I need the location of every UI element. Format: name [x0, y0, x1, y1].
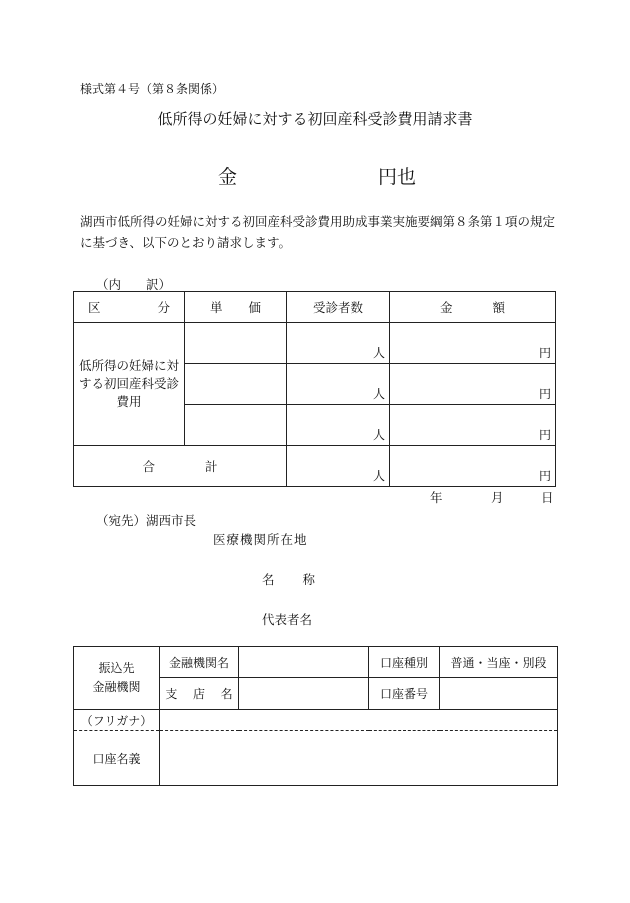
total-amount-input[interactable] [390, 446, 556, 487]
category-cell: 低所得の妊婦に対する初回産科受診費用 [74, 323, 185, 446]
header-unit-price-b: 価 [248, 300, 262, 315]
transfer-label-2: 金融機関 [92, 680, 141, 694]
addressee: （宛先）湖西市長 [96, 513, 197, 528]
yen-unit: 円 [538, 428, 551, 442]
amount-suffix: 円也 [378, 166, 417, 188]
account-type-options[interactable]: 普通・当座・別段 [440, 647, 558, 678]
header-category-b: 分 [157, 300, 170, 315]
header-unit-price [185, 292, 287, 323]
request-statement: 湖西市低所得の妊婦に対する初回産科受診費用助成事業実施要綱第８条第１項の規定に基づき、以下のとおり請求します。 [80, 214, 556, 250]
date-day: 日 [541, 490, 554, 505]
name-label [262, 570, 315, 588]
date-year: 年 [430, 490, 443, 505]
breakdown-header-row [74, 292, 556, 323]
total-label-b: 計 [205, 459, 218, 474]
branch-label-a: 支 [165, 687, 178, 701]
date-month: 月 [491, 490, 504, 505]
institution-label: 金融機関名 [160, 647, 239, 678]
representative-label: 代表者名 [262, 612, 313, 627]
name-label-b: 称 [302, 572, 315, 587]
bank-row-furigana [74, 710, 558, 731]
header-amount [390, 292, 556, 323]
yen-unit: 円 [538, 387, 551, 401]
header-amount-a: 金 [439, 300, 453, 315]
furigana-input[interactable] [160, 710, 558, 731]
unit-price-input[interactable] [185, 364, 287, 405]
amount-input[interactable] [390, 364, 556, 405]
amount-label: 金 [218, 166, 238, 188]
bank-row-holder [74, 731, 558, 786]
institution-input[interactable] [239, 647, 369, 678]
yen-unit: 円 [538, 346, 551, 360]
account-number-input[interactable] [440, 678, 558, 710]
amount-input[interactable] [390, 323, 556, 364]
institution-location-label: 医療機関所在地 [213, 532, 308, 547]
total-row [74, 446, 556, 487]
header-amount-b: 額 [492, 300, 506, 315]
bank-row-institution [74, 647, 558, 678]
account-type-label: 口座種別 [369, 647, 440, 678]
branch-label [160, 678, 239, 710]
table-row [74, 323, 556, 364]
header-category [74, 292, 185, 323]
total-label-cell [74, 446, 287, 487]
unit-price-input[interactable] [185, 323, 287, 364]
breakdown-table [73, 291, 556, 487]
person-unit: 人 [372, 387, 385, 401]
header-count: 受診者数 [287, 292, 390, 323]
bank-table [73, 646, 558, 786]
page-title: 低所得の妊婦に対する初回産科受診費用請求書 [157, 110, 473, 128]
total-count-input[interactable] [287, 446, 390, 487]
person-unit: 人 [372, 346, 385, 360]
account-holder-input[interactable] [160, 731, 558, 786]
count-input[interactable] [287, 364, 390, 405]
name-label-a: 名 [262, 572, 275, 587]
yen-unit: 円 [538, 469, 551, 483]
branch-input[interactable] [239, 678, 369, 710]
amount-input[interactable] [390, 405, 556, 446]
person-unit: 人 [372, 428, 385, 442]
form-number: 様式第４号（第８条関係） [80, 82, 225, 96]
count-input[interactable] [287, 323, 390, 364]
header-category-a: 区 [88, 300, 101, 315]
branch-label-b: 店 [192, 687, 205, 701]
breakdown-label: （内 訳） [96, 277, 172, 292]
branch-label-c: 名 [220, 687, 233, 701]
total-label-a: 合 [142, 459, 155, 474]
account-number-label: 口座番号 [369, 678, 440, 710]
person-unit: 人 [372, 469, 385, 483]
header-unit-price-a: 単 [209, 300, 223, 315]
account-holder-label: 口座名義 [74, 731, 160, 786]
transfer-label-cell [74, 647, 160, 710]
transfer-label-1: 振込先 [98, 661, 135, 675]
unit-price-input[interactable] [185, 405, 287, 446]
furigana-label: （フリガナ） [74, 710, 160, 731]
count-input[interactable] [287, 405, 390, 446]
